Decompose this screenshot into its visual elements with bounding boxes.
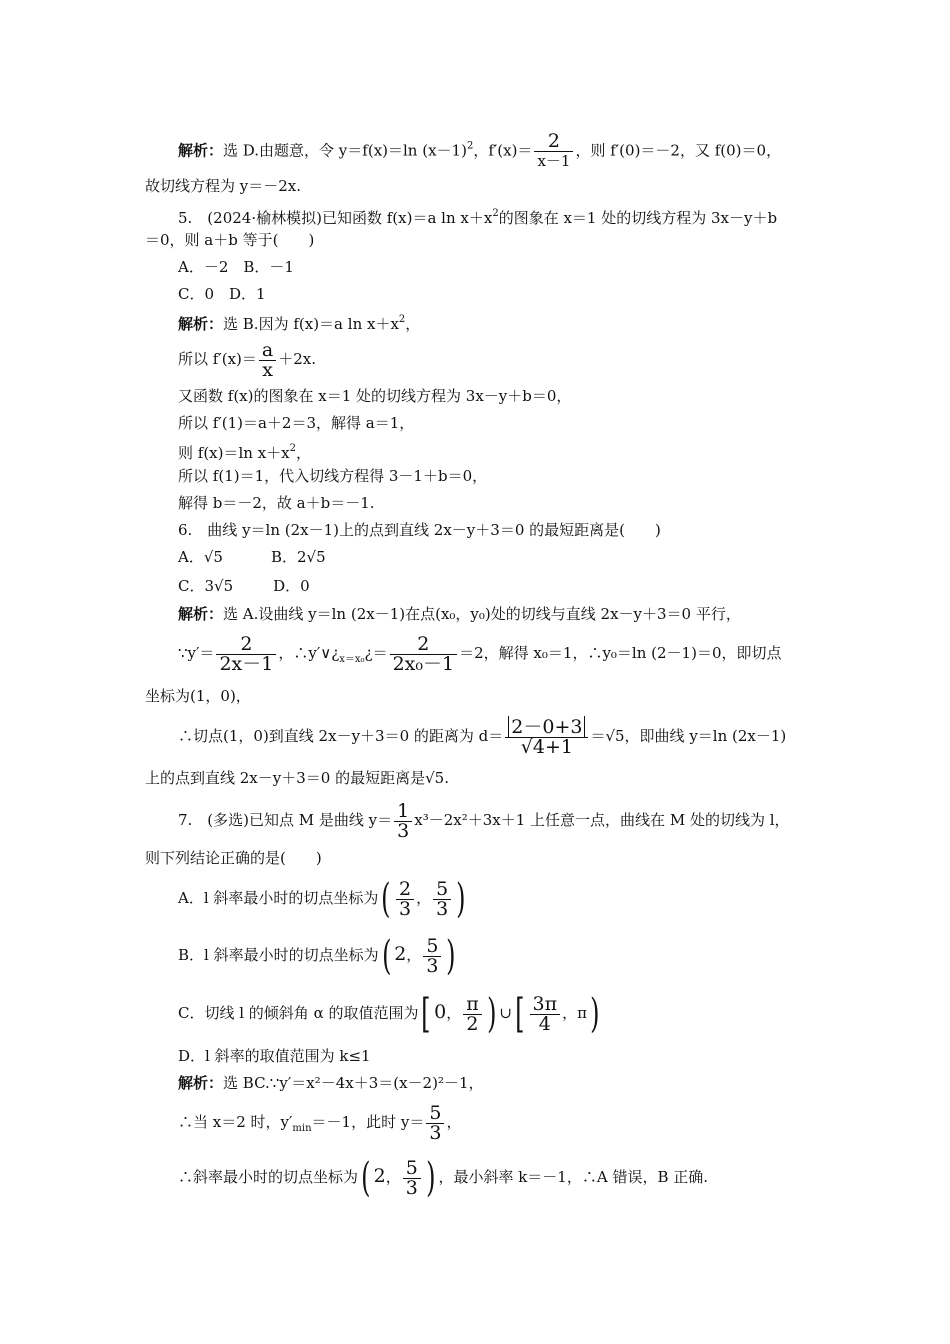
right-paren: ): [590, 991, 600, 1037]
denominator: x: [259, 360, 276, 380]
x-coordinate: 2: [394, 943, 407, 965]
q5-stem-line1: [178, 204, 777, 228]
x-coordinate: 2: [373, 1165, 386, 1187]
fraction: [534, 132, 573, 171]
numerator: 5: [426, 934, 439, 957]
option-a-value: √5: [203, 548, 223, 566]
text: ＝2，解得 x₀＝1，∴y₀＝ln (2－1)＝0，即切点: [459, 644, 782, 662]
q7-option-a: A．l 斜率最小时的切点坐标为( $\frac{2}{3}$ ， $\frac{5}{3}$ ): [178, 876, 466, 922]
right-paren: ): [446, 933, 456, 979]
q6-analysis-line5: 上的点到直线 2x－y＋3＝0 的最短距离是√5.: [145, 769, 449, 787]
text: ，: [405, 315, 421, 333]
text: B．l 斜率最小时的切点坐标为: [178, 946, 379, 964]
numerator: 2: [240, 632, 253, 655]
fraction: [394, 799, 412, 842]
right-paren: ): [425, 1155, 436, 1201]
text: ，则 f′(0)＝－2，又 f(0)＝0，: [575, 141, 782, 160]
denominator: 2: [463, 1014, 482, 1034]
union-symbol: ∪: [499, 1004, 512, 1022]
numerator: 5: [429, 1101, 442, 1124]
q7-analysis-line1: [178, 1073, 484, 1093]
text: 选 A.设曲线 y＝ln (2x－1)在点(x₀，y₀)处的切线与直线 2x－y＋3＝0 平行，: [223, 605, 741, 623]
denominator: 3: [426, 1123, 444, 1143]
text: ∴切点(1，0)到直线 2x－y＋3＝0 的距离为 d＝: [178, 727, 504, 745]
option-a-label: A．: [178, 548, 204, 566]
text: 则 f(x)＝ln x＋x: [178, 444, 290, 462]
denominator: 3: [423, 956, 441, 976]
text: x³－2x²＋3x＋1 上任意一点，曲线在 M 处的切线为 l，: [414, 811, 790, 829]
left-paren: (: [381, 933, 392, 979]
absolute-value: 2－0+3: [508, 716, 585, 738]
text: ¿＝: [364, 644, 388, 662]
text: ＝√5，即曲线 y＝ln (2x－1): [590, 727, 787, 745]
denominator: 4: [530, 1014, 561, 1034]
subscript: min: [292, 1123, 312, 1134]
left-bracket: [: [515, 991, 525, 1037]
left-bracket: [: [421, 991, 431, 1037]
text: C．切线 l 的倾斜角 α 的取值范围为: [178, 1004, 419, 1022]
option-b-value: √5: [306, 548, 326, 566]
text: 的图象在 x＝1 处的切线方程为 3x－y＋b: [498, 209, 778, 227]
numerator: 2: [547, 130, 560, 152]
denominator: 2x－1: [216, 654, 276, 674]
option-c-label: C．3: [178, 577, 215, 595]
q6-analysis-line2: [178, 634, 782, 679]
subscript: x＝x₀: [339, 654, 365, 665]
exponent: 2: [492, 208, 499, 219]
q4-analysis-line1: [178, 132, 781, 171]
q7-analysis-line2: [178, 1100, 461, 1151]
text: 所以 f′(x)＝: [178, 350, 257, 368]
text: 选 D.由题意，令 y＝f(x)＝ln (x－1): [223, 141, 467, 160]
q6-analysis-line1: [178, 604, 741, 624]
numerator: 1: [397, 799, 410, 822]
text: ＋2x.: [278, 350, 316, 368]
text: ∴当 x＝2 时，y′: [178, 1113, 293, 1131]
fraction: [530, 992, 561, 1035]
denominator: 3: [403, 1178, 421, 1198]
analysis-label: 解析：: [178, 1074, 224, 1092]
q7-option-b: B．l 斜率最小时的切点坐标为( 2， $\frac{5}{3}$ ): [178, 933, 456, 979]
interval-end: π: [577, 1004, 587, 1022]
text: 选 BC.∵y′＝x²－4x＋3＝(x－2)²－1，: [223, 1074, 484, 1092]
text: ＝－1，此时 y＝: [311, 1113, 425, 1131]
text: ，∴y′∨¿: [278, 644, 340, 662]
exponent: 2: [398, 314, 406, 325]
q5-analysis-line2: [178, 340, 316, 380]
fraction: [505, 715, 588, 758]
q7-analysis-line3: ∴斜率最小时的切点坐标为( 2， $\frac{5}{3}$ ) ，最小斜率 k＝－1，∴A 错误，B 正确.: [178, 1155, 708, 1201]
q5-analysis-line6: 所以 f(1)＝1，代入切线方程得 3－1＋b＝0，: [178, 467, 488, 485]
q7-stem-line1: [178, 798, 790, 842]
q5-analysis-line3: 又函数 f(x)的图象在 x＝1 处的切线方程为 3x－y＋b＝0，: [178, 387, 572, 405]
denominator: x－1: [534, 151, 573, 171]
text: 选 B.因为 f(x)＝a ln x＋x: [223, 315, 399, 333]
text: ，最小斜率 k＝－1，∴A 错误，B 正确.: [438, 1168, 708, 1186]
numerator: π: [466, 992, 479, 1015]
q4-analysis-line2: 故切线方程为 y＝－2x.: [145, 177, 302, 195]
q6-analysis-line4: [178, 714, 786, 758]
denominator: 3: [396, 899, 414, 919]
fraction: [396, 877, 414, 920]
text: A．l 斜率最小时的切点坐标为: [178, 889, 379, 907]
right-paren: ): [456, 876, 466, 922]
denominator: 2x₀－1: [390, 654, 458, 674]
q6-analysis-line3: 坐标为(1，0)，: [145, 687, 251, 705]
analysis-label: 解析：: [178, 315, 224, 333]
fraction: [423, 934, 441, 977]
text: ，: [296, 444, 312, 462]
analysis-label: 解析：: [178, 141, 224, 160]
q5-stem-line2: ＝0，则 a＋b 等于( ): [145, 231, 315, 249]
analysis-label: 解析：: [178, 605, 224, 623]
interval-start: 0: [434, 1001, 447, 1023]
q5-options-ab: A．－2 B．－1: [178, 258, 294, 276]
numerator: 3π: [532, 992, 558, 1015]
fraction: [259, 338, 276, 381]
q5-analysis-line1: [178, 310, 420, 334]
left-paren: (: [381, 876, 391, 922]
text: 5. (2024·榆林模拟)已知函数 f(x)＝a ln x＋x: [178, 209, 493, 227]
q6-stem: 6. 曲线 y＝ln (2x－1)上的点到直线 2x－y＋3＝0 的最短距离是( ): [178, 521, 661, 539]
fraction: [216, 632, 276, 675]
q5-analysis-line4: 所以 f′(1)＝a＋2＝3，解得 a＝1，: [178, 414, 415, 432]
option-c-value: √5: [214, 577, 234, 595]
q7-option-c: C．切线 l 的倾斜角 α 的取值范围为[ 0， $\frac{\pi}{2}$ ) ∪[ $\frac{3\pi}{4}$ ，π): [178, 991, 600, 1037]
denominator: 3: [433, 899, 451, 919]
fraction: [403, 1156, 421, 1199]
numerator: 2: [417, 632, 430, 655]
q5-options-cd: C．0 D．1: [178, 285, 266, 303]
q5-analysis-line7: 解得 b＝－2，故 a＋b＝－1.: [178, 494, 375, 512]
text: ∴斜率最小时的切点坐标为: [178, 1168, 359, 1186]
q7-option-d: D．l 斜率的取值范围为 k≤1: [178, 1047, 371, 1065]
right-paren: ): [486, 991, 497, 1037]
numerator: [505, 715, 588, 738]
numerator: 2: [399, 877, 412, 900]
text: ，f′(x)＝: [473, 141, 533, 160]
fraction: [463, 992, 482, 1035]
left-paren: (: [361, 1155, 371, 1201]
exponent: 2: [289, 443, 297, 454]
numerator: 5: [405, 1156, 418, 1179]
denominator: 3: [394, 821, 412, 841]
q5-analysis-line5: [178, 439, 311, 463]
text: ，: [446, 1113, 462, 1131]
denominator: √4+1: [505, 737, 588, 757]
q6-options-ab: [178, 547, 326, 567]
q7-stem-line2: 则下列结论正确的是( ): [145, 849, 322, 867]
option-d: D．0: [273, 577, 310, 595]
text: 7. (多选)已知点 M 是曲线 y＝: [178, 811, 393, 829]
fraction: [426, 1101, 444, 1144]
q6-options-cd: [178, 576, 310, 596]
numerator: 5: [436, 877, 449, 900]
text: ∵y′＝: [178, 644, 215, 662]
exponent: 2: [466, 140, 474, 152]
fraction: [390, 632, 458, 675]
numerator: a: [261, 338, 274, 361]
fraction: [433, 877, 451, 920]
option-b-label: B．2: [270, 548, 307, 566]
